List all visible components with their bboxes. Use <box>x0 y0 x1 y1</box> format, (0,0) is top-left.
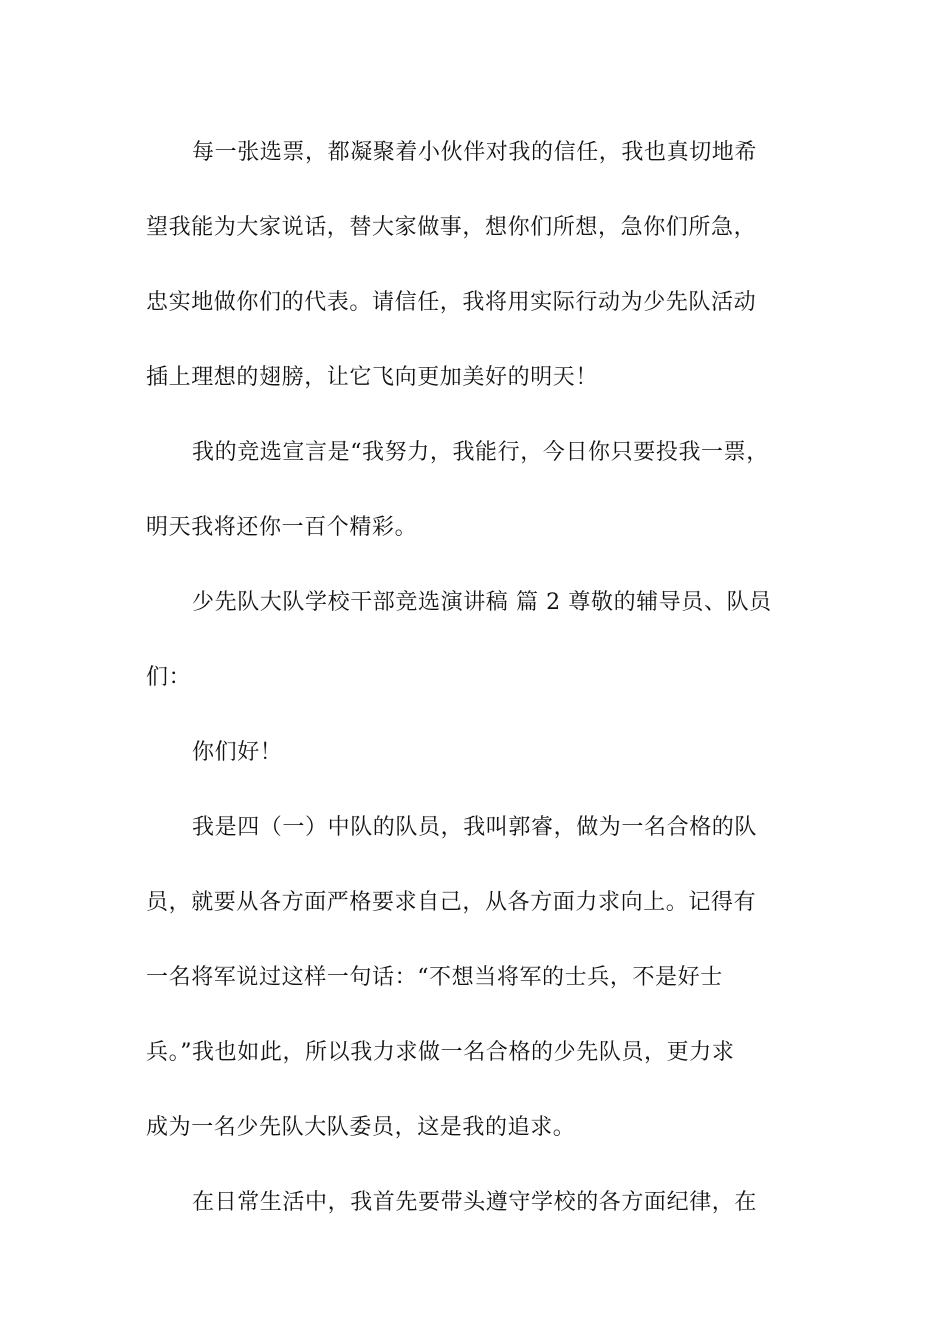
text-line: 忠实地做你们的代表。请信任，我将用实际行动为少先队活动 <box>146 290 757 315</box>
text-line: 在日常生活中，我首先要带头遵守学校的各方面纪律，在 <box>192 1190 758 1215</box>
text-line: 插上理想的翅膀，让它飞向更加美好的明天！ <box>146 365 599 390</box>
text-line: 一名将军说过这样一句话：“不想当将军的士兵，不是好士 <box>146 965 723 990</box>
section-heading-line: 少先队大队学校干部竞选演讲稿 篇 2 尊敬的辅导员、队员 <box>192 590 772 615</box>
text-line: 明天我将还你一百个精彩。 <box>146 515 418 540</box>
text-line: 员，就要从各方面严格要求自己，从各方面力求向上。记得有 <box>146 890 757 915</box>
text-line: 我是四（一）中队的队员，我叫郭睿，做为一名合格的队 <box>192 815 758 840</box>
text-line: 兵。”我也如此，所以我力求做一名合格的少先队员，更力求 <box>146 1040 735 1065</box>
greeting-line: 你们好！ <box>192 740 283 765</box>
text-line: 们： <box>146 665 192 690</box>
text-line: 我的竞选宣言是“我努力，我能行，今日你只要投我一票， <box>192 440 769 465</box>
text-line: 望我能为大家说话，替大家做事，想你们所想，急你们所急， <box>146 215 757 240</box>
text-line: 成为一名少先队大队委员，这是我的追求。 <box>146 1115 576 1140</box>
text-line: 每一张选票，都凝聚着小伙伴对我的信任，我也真切地希 <box>192 140 758 165</box>
